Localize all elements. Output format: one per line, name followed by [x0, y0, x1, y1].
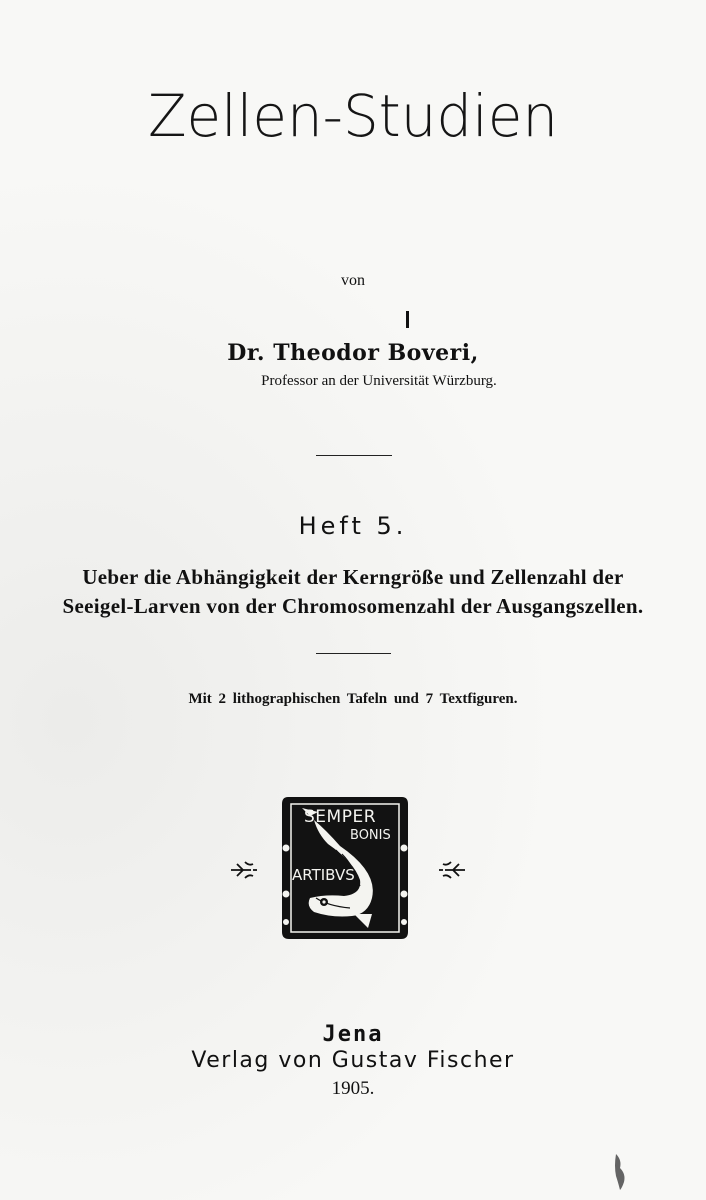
subtitle-line-2: Seeigel-Larven von der Chromosomenzahl der Ausgangszellen.: [62, 594, 644, 618]
fish-emblem-icon: [283, 798, 408, 938]
imprint-publisher: Verlag von Gustav Fischer: [191, 1048, 515, 1073]
book-title: Zellen-Studien: [147, 82, 559, 150]
right-ornament-icon: [437, 856, 467, 884]
subtitle-line-1: Ueber die Abhängigkeit der Kerngröße und Zellenzahl der: [82, 565, 624, 589]
emblem-motto-3: ARTIBVS: [292, 866, 355, 884]
author-affiliation: Professor an der Universität Würzburg.: [261, 373, 497, 389]
emblem-motto-2: BONIS: [350, 828, 391, 843]
divider-rule-bottom: [316, 653, 391, 654]
subtitle: [0, 563, 706, 621]
ink-smudge: [612, 1152, 628, 1192]
plates-note: Mit 2 lithographischen Tafeln und 7 Textfiguren.: [188, 691, 518, 707]
issue-number: Heft 5.: [298, 512, 408, 540]
byline-von: von: [341, 272, 365, 289]
publisher-emblem: [280, 794, 410, 942]
author-name: Dr. Theodor Boveri,: [227, 340, 479, 366]
divider-rule-top: [316, 455, 392, 456]
emblem-motto-1: SEMPER: [304, 807, 377, 827]
left-ornament-icon: [229, 856, 259, 884]
imprint-place: Jena: [322, 1022, 384, 1047]
imprint-year: 1905.: [331, 1078, 375, 1099]
ink-mark: [406, 311, 409, 328]
